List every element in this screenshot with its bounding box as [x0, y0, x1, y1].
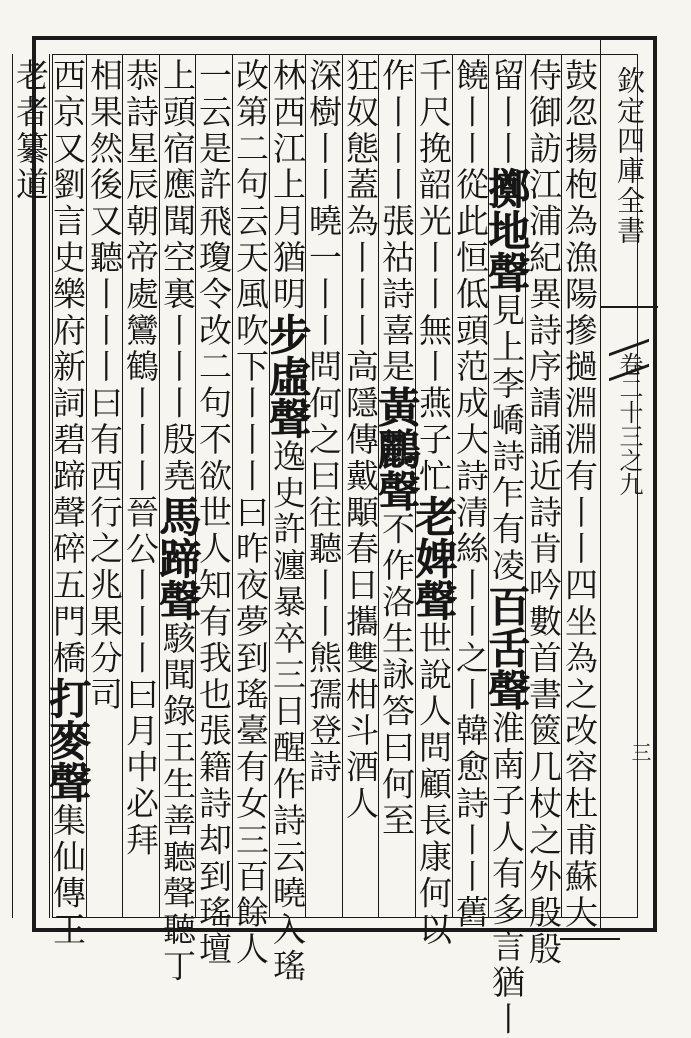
column-text: 駭聞錄王生善聽聲聽丁	[158, 620, 197, 985]
entry-heading: 馬蹄聲	[153, 494, 202, 621]
entry-heading: 打麥聲	[43, 676, 92, 803]
column-text: 狂奴態蓋為丨丨丨	[341, 58, 380, 350]
column-text: 深樹丨丨曉一丨丨	[304, 58, 343, 350]
column-text: 集仙傳王	[48, 802, 87, 949]
column-text: 世說人問顧長康何以	[414, 620, 453, 949]
fold-book-title: 欽定四庫全書	[613, 66, 646, 246]
column-text: 淮南子人有多言猶丨	[487, 710, 526, 1038]
bottom-mark	[560, 938, 620, 946]
entry-heading: 步虛聲	[263, 312, 312, 439]
column-text: 不作洛生詠答曰何至	[377, 511, 416, 840]
column-text: 見上李嶠詩乍有凌	[487, 293, 526, 585]
column-text: 上頭宿應聞空裏丨丨丨殷堯	[158, 58, 197, 495]
column-text: 一云是許飛瓊令改二句不欲世人知有我也張籍詩却到瑤壇	[194, 58, 233, 968]
column-text: 侍御訪江浦紀異詩序請誦近詩肯吟數首書篋几杖之外殷殷	[524, 58, 563, 968]
column-text: 問何之曰往聽丨丨熊孺登詩	[304, 349, 343, 787]
column-text: 西京又劉言史樂府新詞碧蹄聲碎五門橋	[48, 58, 87, 677]
entry-heading: 擲地聲	[482, 167, 531, 294]
entry-heading: 黃鸝聲	[372, 385, 421, 512]
fold-divider	[601, 306, 658, 308]
column-text: 作丨丨丨張祜詩喜是	[377, 58, 416, 386]
column-text: 林西江上月猶明	[268, 58, 307, 313]
column-text: 老者纂道	[11, 58, 50, 204]
column-text: 高隱傳戴顒春日攜雙柑斗酒人	[341, 349, 380, 823]
fold-page-number: 三	[628, 742, 652, 762]
column-text: 逸史許瀍暴卒三日醒作詩云曉入瑤	[268, 438, 307, 985]
fold-volume: 卷二十三之九	[615, 352, 643, 496]
entry-heading: 百舌聲	[482, 584, 531, 711]
column-text: 千尺挽韶光丨丨無丨燕子忙	[414, 58, 453, 495]
entry-heading: 老婢聲	[409, 494, 458, 621]
column-text: 鼓忽揚枹為漁陽摻撾淵淵有丨丨四坐為之改容杜甫蘇大	[560, 58, 599, 932]
column-text: 留丨丨	[487, 58, 526, 168]
column-text: 晉公丨丨丨曰月中必拜	[121, 494, 160, 859]
column-text: 恭詩星辰朝帝處鸞鶴丨丨丨	[121, 58, 160, 495]
text-column	[8, 58, 52, 914]
column-text: 饒丨丨從此恒低頭范成大詩清絲丨丨之丨韓愈詩丨丨舊	[451, 58, 490, 932]
column-text: 改第二句云天風吹下丨丨丨曰昨夜夢到瑤臺有女三百餘人	[231, 58, 270, 968]
column-text: 相果然後又聽丨丨丨曰有西行之兆果分司	[85, 58, 124, 714]
